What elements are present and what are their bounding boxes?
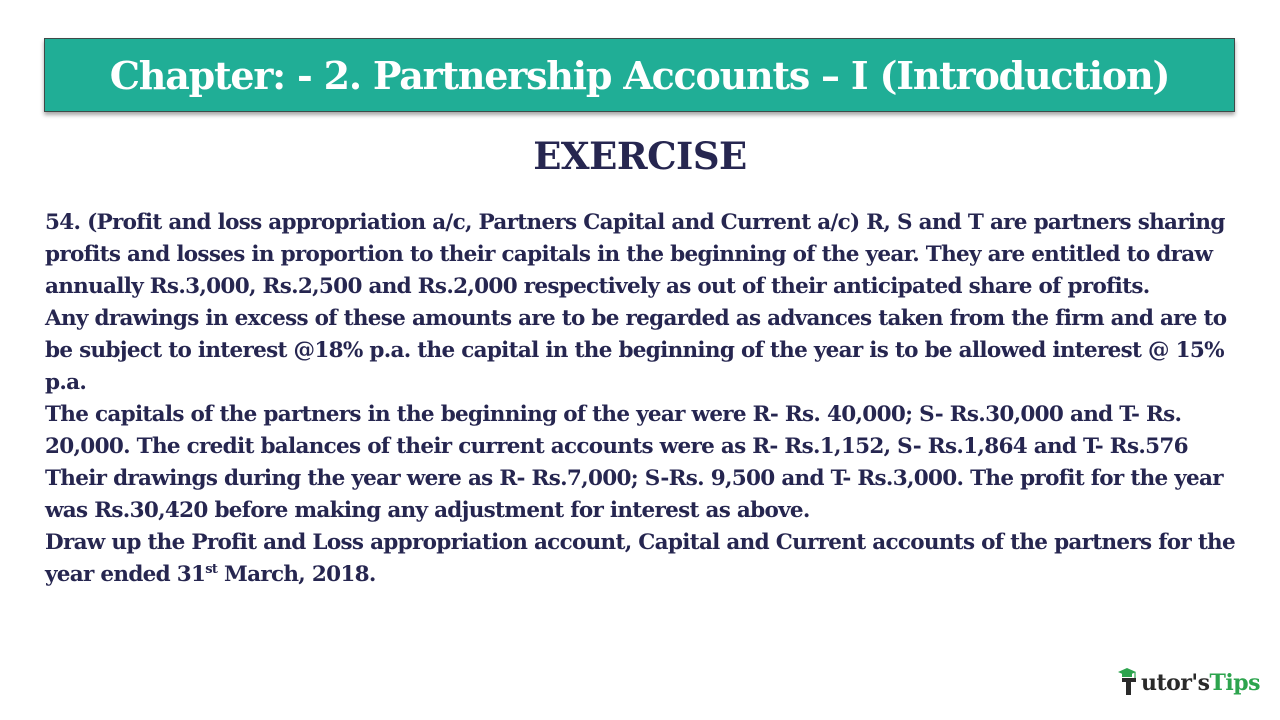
graduation-cap-icon: [1118, 666, 1140, 696]
question-paragraph-5: [45, 527, 1240, 591]
question-paragraph-4: Their drawings during the year were as R- Rs.7,000; S-Rs. 9,500 and T- Rs.3,000. The profit for the year was Rs.30,420 before making any adjustment for interest as above.: [45, 466, 1223, 523]
tutors-tips-logo: [1118, 656, 1260, 696]
ordinal-suffix: st: [205, 561, 218, 577]
question-paragraph-1: 54. (Profit and loss appropriation a/c, Partners Capital and Current a/c) R, S and T are partners sharing profits and losses in proportion to their capitals in the beginning of the year. They are entitled to draw annually Rs.3,000, Rs.2,500 and Rs.2,000 respectively as out of their anticipated share of profits.: [45, 210, 1225, 299]
question-body: [45, 207, 1240, 591]
exercise-heading: EXERCISE: [533, 134, 747, 178]
question-paragraph-3: The capitals of the partners in the beginning of the year were R- Rs. 40,000; S- Rs.30,000 and T- Rs. 20,000. The credit balances of their current accounts were as R- Rs.1,152, S- Rs.1,864 and T- Rs.576: [45, 402, 1188, 459]
logo-text-tutors: utor's: [1141, 670, 1210, 696]
logo-text-tips: Tips: [1209, 670, 1261, 696]
chapter-title: Chapter: - 2. Partnership Accounts – I (Introduction): [109, 52, 1170, 98]
question-paragraph-5-end: March, 2018.: [217, 562, 376, 587]
chapter-banner: [44, 38, 1235, 112]
question-paragraph-2: Any drawings in excess of these amounts are to be regarded as advances taken from the firm and are to be subject to interest @18% p.a. the capital in the beginning of the year is to be allowed interest @ 15% p.a.: [45, 306, 1227, 395]
question-paragraph-5-text: Draw up the Profit and Loss appropriation account, Capital and Current accounts of the partners for the year ended 31: [45, 530, 1235, 587]
